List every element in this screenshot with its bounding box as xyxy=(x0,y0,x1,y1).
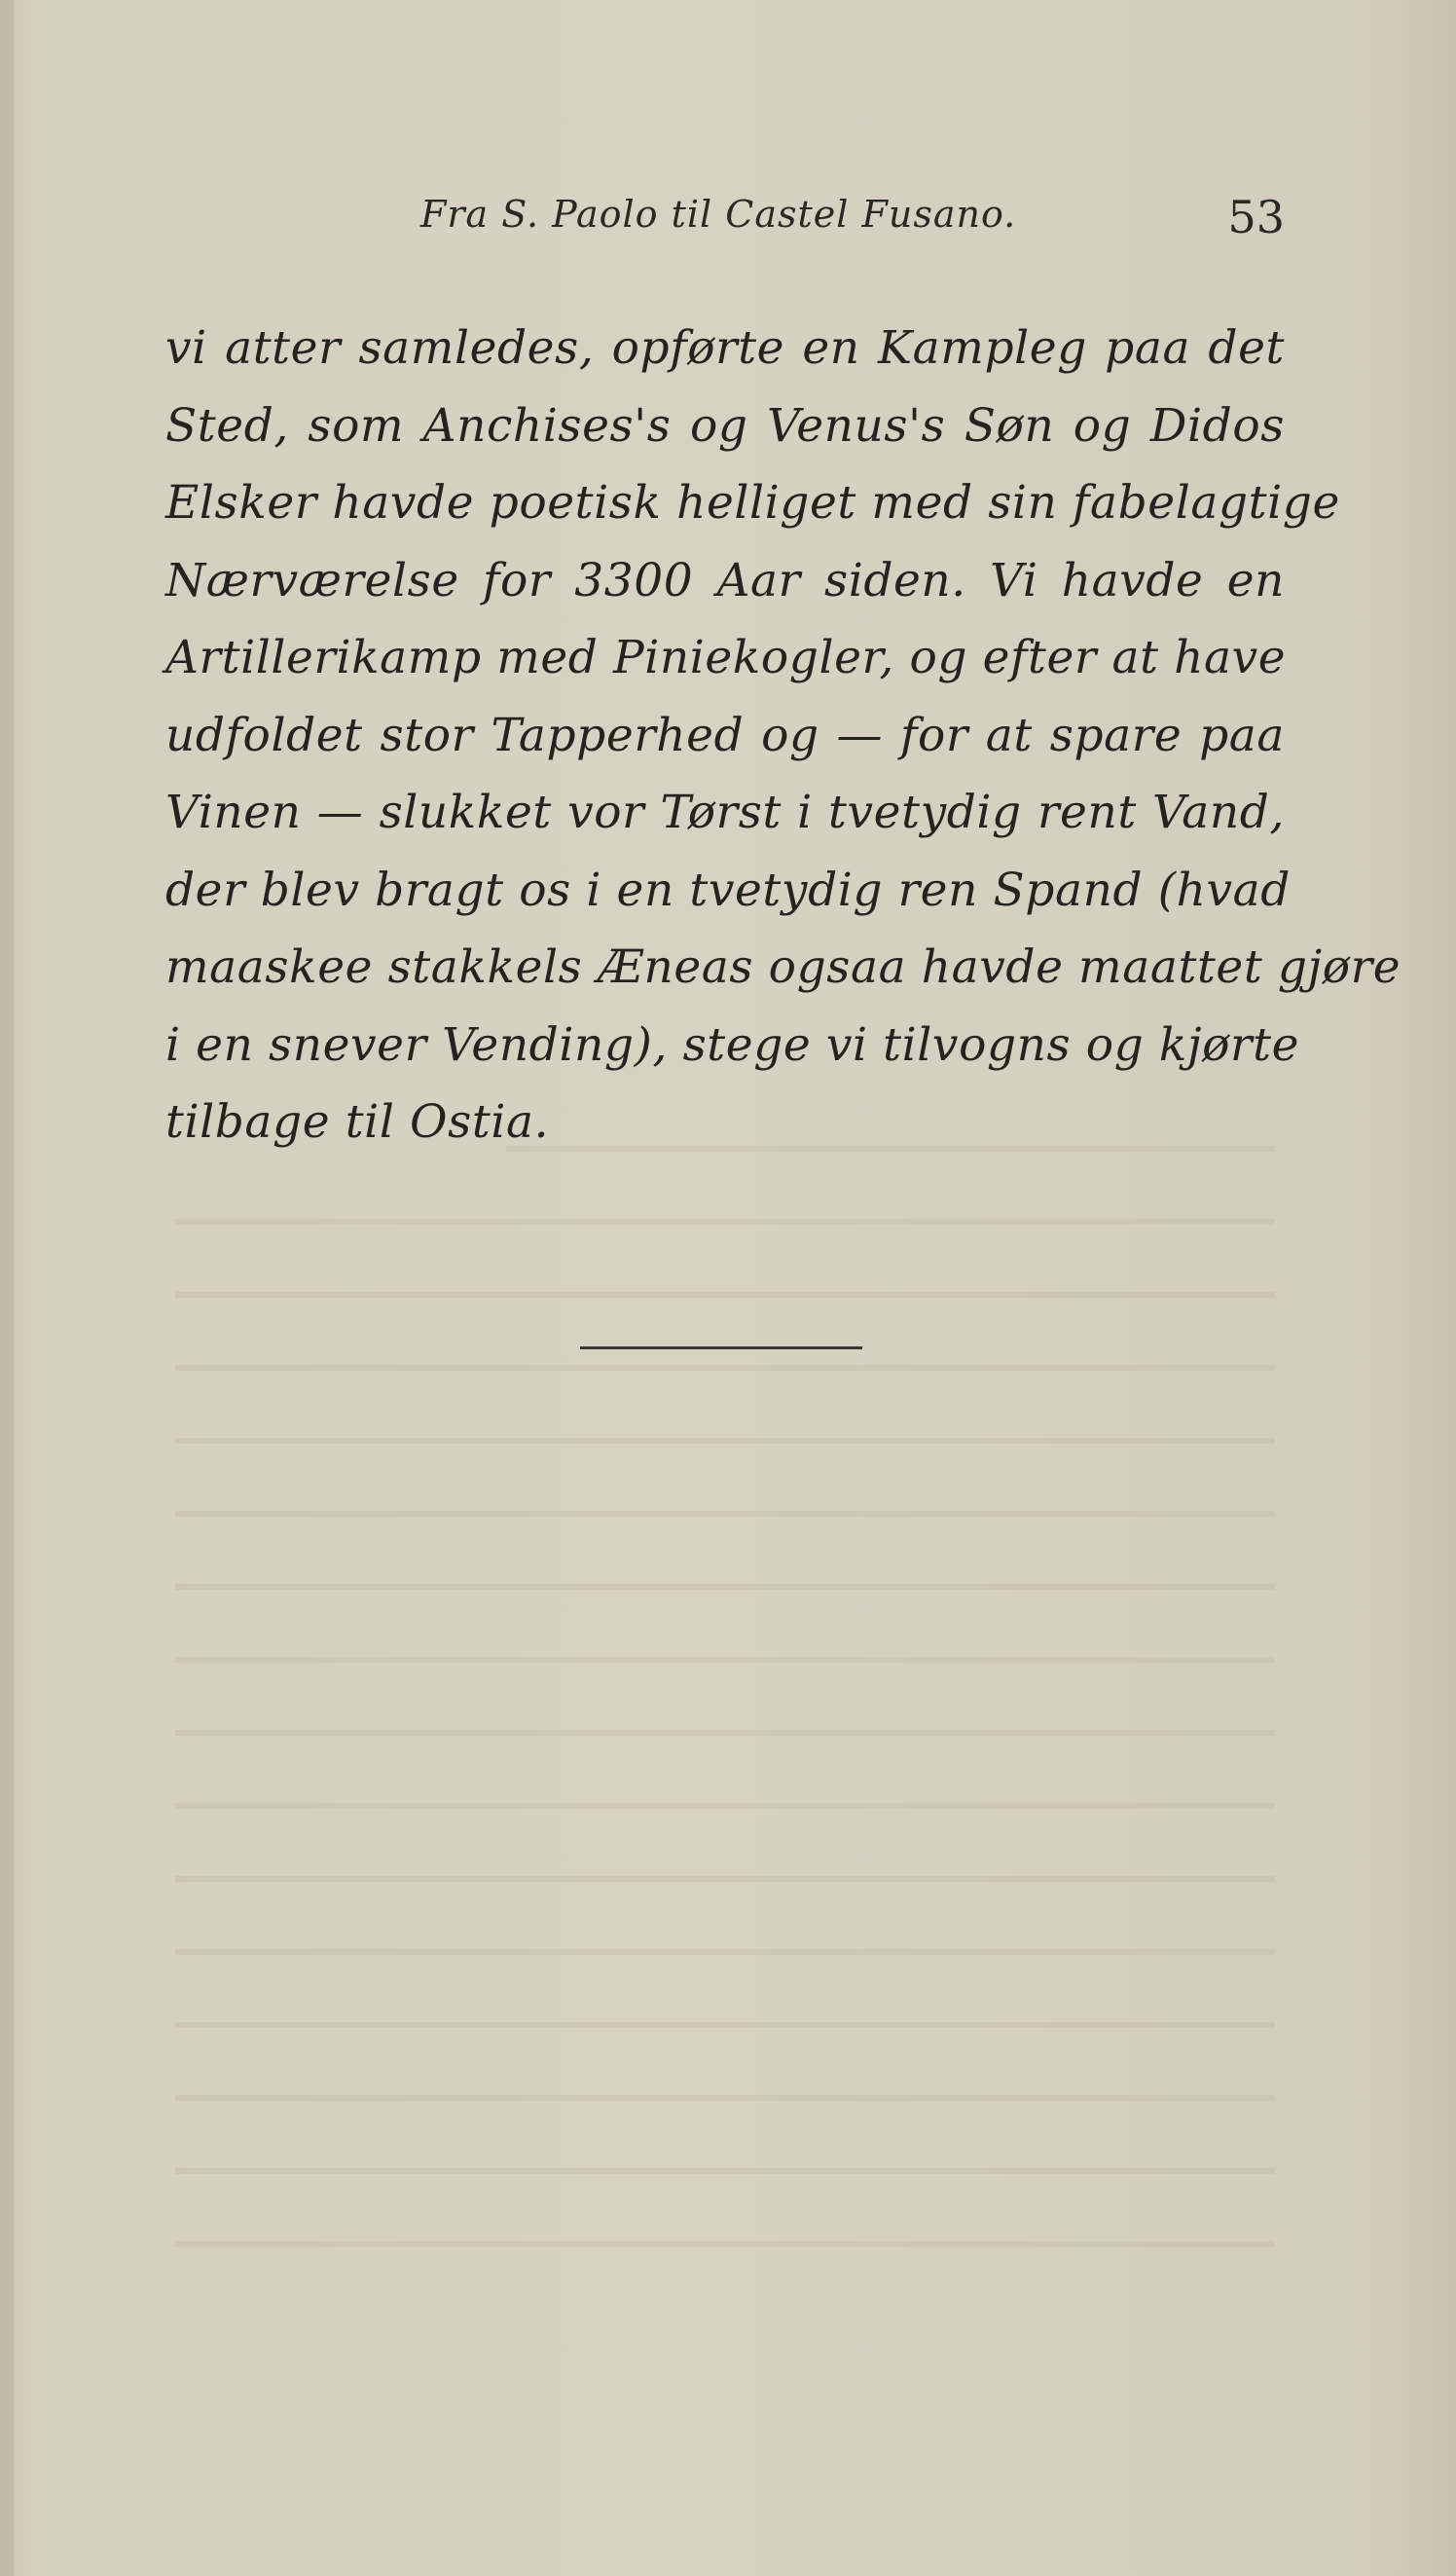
text-line: Sted, som Anchises's og Venus's Søn og Didos xyxy=(165,398,1285,453)
text-line: Nærværelse for 3300 Aar siden. Vi havde en xyxy=(165,553,1285,607)
text-line: maaskee stakkels Æneas ogsaa havde maattet gjøre xyxy=(165,940,1401,994)
page-number: 53 xyxy=(1227,191,1285,243)
body-paragraph xyxy=(165,310,1401,1161)
running-title: Fra S. Paolo til Castel Fusano. xyxy=(420,193,1017,236)
section-end-rule xyxy=(580,1346,862,1349)
text-line: der blev bragt os i en tvetydig ren Spand (hvad xyxy=(165,863,1291,917)
text-line: udfoldet stor Tapperhed og — for at spare paa xyxy=(165,708,1285,762)
running-header xyxy=(165,185,1285,253)
text-line: i en snever Vending), stege vi tilvogns og kjørte xyxy=(165,1017,1300,1072)
text-line: Vinen — slukket vor Tørst i tvetydig rent Vand, xyxy=(165,786,1285,839)
text-line: vi atter samledes, opførte en Kampleg paa det xyxy=(165,321,1285,375)
text-line: Elsker havde poetisk helliget med sin fabelagtige xyxy=(165,476,1340,530)
text-line: tilbage til Ostia. xyxy=(165,1095,550,1149)
text-line: Artillerikamp med Piniekogler, og efter at have xyxy=(165,631,1287,684)
